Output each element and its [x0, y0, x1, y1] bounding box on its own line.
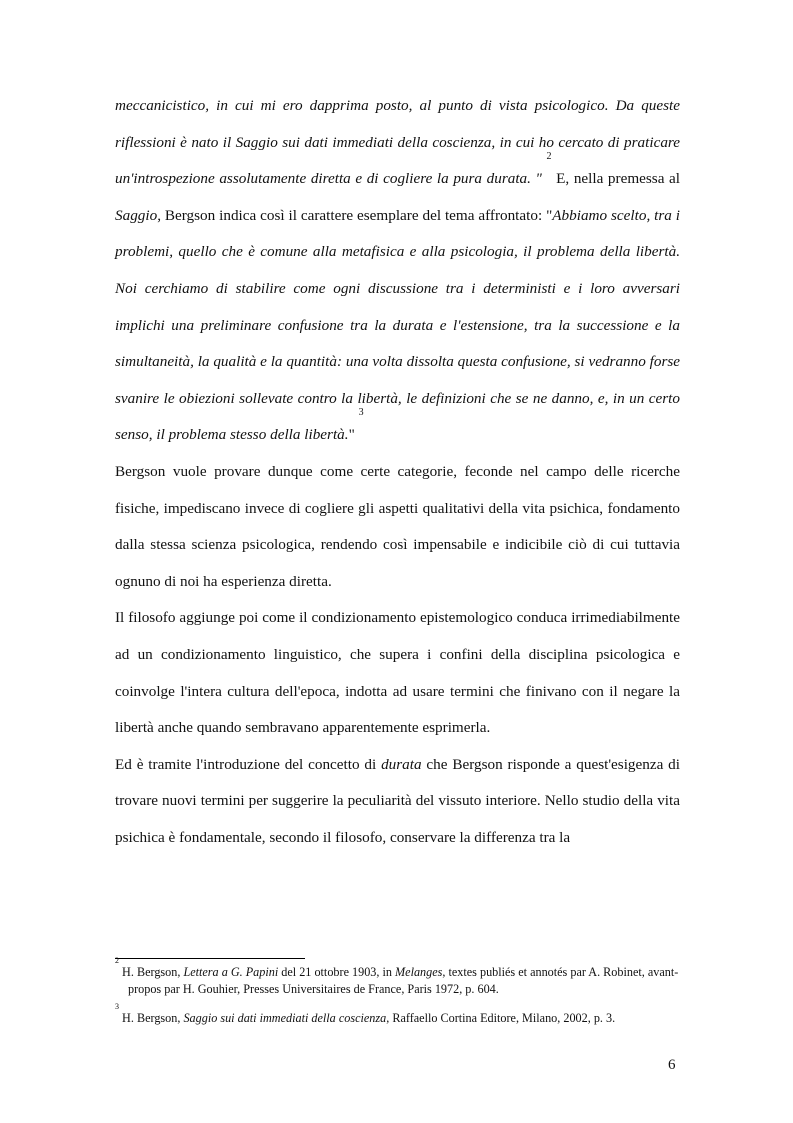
footnotes — [115, 956, 680, 1040]
quote-text: meccanicistico, in cui mi ero dapprima posto, al punto di vista psicologico. Da queste riflessioni è nato il Saggio sui dati immediati della coscienza, in cui ho cercato di praticare un'introspezione assolutamente diretta e di cogliere la pura durata. " — [115, 97, 680, 188]
cited-title: Lettera a G. Papini — [183, 965, 279, 979]
paragraph: meccanicistico, in cui mi ero dapprima posto, al punto di vista psicologico. Da queste riflessioni è nato il Saggio sui dati immediati della coscienza, in cui ho cercato di praticare un'introspezione assolutamente diretta e di cogliere la pura durata. " $^2$ E, nella premessa al Saggio, Bergson indica così il carattere esemplare del tema affrontato: "Abbiamo scelto, tra i problemi, quello che è comune alla metafisica e alla psicologia, il problema della libertà. Noi cerchiamo di stabilire come ogni discussione tra i deterministi e i loro avversari implichi una preliminare confusione tra la durata e l'estensione, tra la successione e la simultaneità, la qualità e la quantità: una volta dissolta questa confusione, si vedranno forse svanire le obiezioni sollevate contro la libertà, le definizioni che se ne danno, e, in un certo senso, il problema stesso della libertà." $^3$ — [115, 97, 681, 444]
paragraph: Ed è tramite l'introduzione del concetto di durata che Bergson risponde a quest'esigenza di trovare nuovi termini per suggerire la peculiarità del vissuto interiore. Nello studio della vita psichica è fondamentale, secondo il filosofo, conservare la differenza tra la — [115, 755, 680, 846]
emphasis: durata — [381, 755, 422, 773]
footnote-ref: 2 — [546, 151, 552, 163]
quote-text: Abbiamo scelto, tra i problemi, quello che è comune alla metafisica e alla psicologia, il problema della libertà. Noi cerchiamo di stabilire come ogni discussione tra i deterministi e i loro avversari implichi una preliminare confusione tra la durata e l'estensione, tra la successione e la simultaneità, la qualità e la quantità: una volta dissolta questa confusione, si vedranno forse svanire le obiezioni sollevate contro la libertà, le definizioni che se ne danno, e, in un certo senso, il problema stesso della libertà. — [115, 206, 680, 444]
footnote-number: 2 — [115, 956, 119, 965]
paragraph: Il filosofo aggiunge poi come il condizionamento epistemologico conduca irrimediabilmente ad un condizionamento linguistico, che supera i confini della disciplina psicologica e coinvolge l'intera cultura dell'epoca, indotta ad usare termini che finivano con il negare la libertà anche quando sembravano apparentemente esprimerla. — [115, 609, 680, 737]
page-number: 6 — [668, 1057, 676, 1073]
paragraph: Bergson vuole provare dunque come certe categorie, feconde nel campo delle ricerche fisiche, impediscano invece di cogliere gli aspetti qualitativi della vita psichica, fondamento dalla stessa scienza psicologica, rendendo così impensabile e indicibile ciò di cui tuttavia ognuno di noi ha esperienza diretta. — [115, 462, 680, 590]
cited-title: Saggio sui dati immediati della coscienza — [183, 1011, 387, 1026]
footnote-ref: 3 — [358, 407, 364, 419]
cited-title: Melanges — [395, 965, 443, 979]
body-text — [115, 88, 680, 856]
footnote: $^2$ H. Bergson, Lettera a G. Papini del 21 ottobre 1903, in Melanges, textes publiés et annotés par A. Robinet, avant-propos par H. Gouhier, Presses Universitaires de France, Paris 1972, p. 604. — [115, 956, 679, 996]
footnote-separator — [115, 958, 305, 959]
footnote-number: 3 — [115, 1002, 119, 1012]
footnote: $^3$ H. Bergson, Saggio sui dati immediati della coscienza, Raffaello Cortina Editore, Milano, 2002, p. 3. — [115, 1002, 616, 1026]
book-title: Saggio — [115, 206, 158, 224]
